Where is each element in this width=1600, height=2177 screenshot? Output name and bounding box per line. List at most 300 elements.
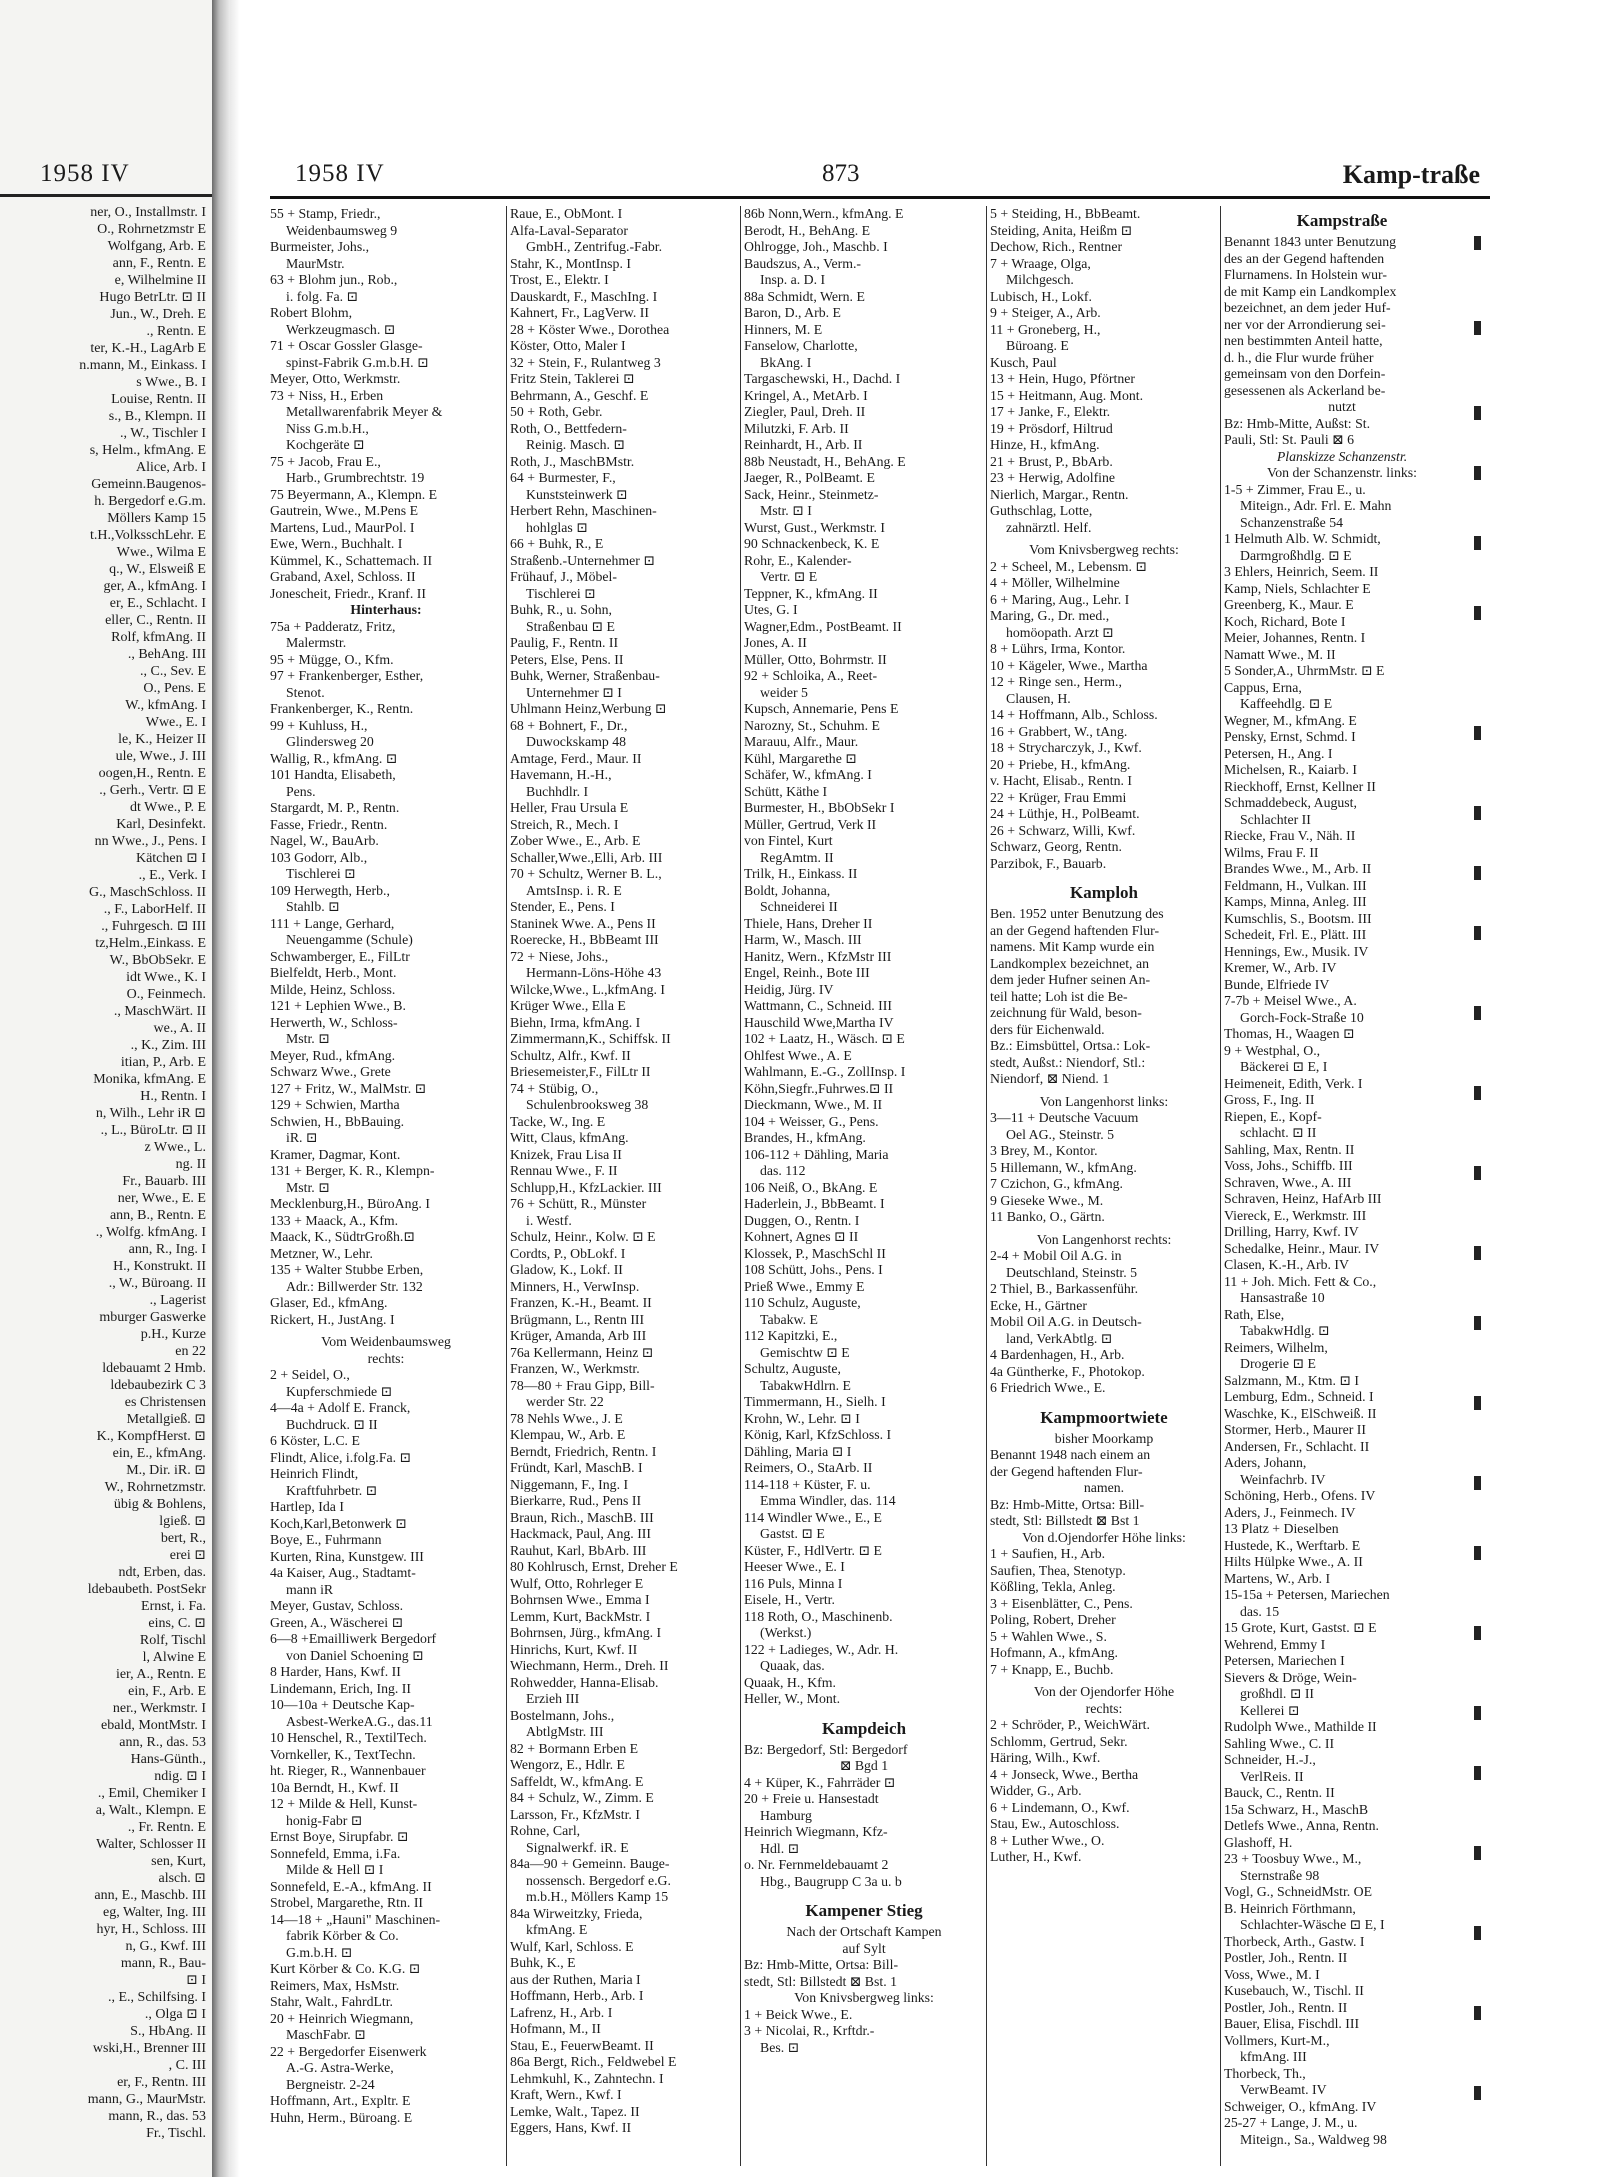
left-page-line: mann, R., Bau-: [120, 1956, 206, 1971]
directory-entry: Hackmack, Paul, Ang. III: [510, 1526, 651, 1541]
directory-entry: Pauli, Stl: St. Pauli ⊠ 6: [1224, 432, 1355, 447]
directory-entry: Wulf, Karl, Schloss. E: [510, 1938, 634, 1954]
directory-entry: v. Hacht, Elisab., Rentn. I: [990, 773, 1133, 788]
directory-entry: Stahr, K., MontInsp. I: [510, 255, 631, 271]
thumb-mark: [1474, 1766, 1481, 1780]
directory-entry: Meyer, Rud., kfmAng.: [270, 1047, 396, 1063]
directory-entry: 23 + Herwig, Adolfine: [990, 470, 1116, 485]
directory-entry-continuation: Schlachter II: [1240, 811, 1311, 827]
section-note: Vom Knivsbergweg rechts:: [1029, 542, 1179, 557]
directory-entry-continuation: kfmAng. E: [526, 1922, 588, 1937]
directory-entry: Rudolph Wwe., Mathilde II: [1224, 1719, 1377, 1734]
directory-entry: 135 + Walter Stubbe Erben,: [270, 1262, 424, 1277]
directory-entry-continuation: Bergneistr. 2-24: [286, 2076, 375, 2092]
left-page-header: 1958 IV: [40, 160, 130, 187]
thumb-mark: [1474, 1086, 1481, 1100]
directory-entry: Ben. 1952 unter Benutzung des: [990, 906, 1164, 921]
directory-entry: Lehmkuhl, K., Zahntechn. I: [510, 2070, 664, 2086]
directory-entry: 5 + Steiding, H., BbBeamt.: [990, 206, 1141, 221]
left-page-line: s, Helm., kfmAng. E: [89, 443, 206, 458]
directory-entry: Kringel, A., MetArb. I: [744, 387, 868, 403]
left-page-line: es Christensen: [124, 1395, 206, 1410]
directory-entry: Kümmel, K., Schattemach. II: [270, 552, 433, 568]
directory-entry: Stormer, Herb., Maurer II: [1224, 1422, 1366, 1437]
directory-entry: Kahnert, Fr., LagVerw. II: [510, 305, 649, 320]
left-page-line: lgieß. ⊡: [159, 1514, 206, 1529]
left-page-line: mann, G., MaurMstr.: [87, 2092, 206, 2107]
directory-entry: Heidig, Jürg. IV: [744, 981, 834, 997]
directory-entry: 109 Herwegth, Herb.,: [270, 882, 390, 898]
thumb-mark: [1474, 866, 1481, 880]
directory-entry: Braun, Rich., MaschB. III: [510, 1509, 654, 1525]
directory-entry: dem jeder Hufner seinen An-: [990, 972, 1151, 987]
directory-entry: Stau, E., FeuerwBeamt. II: [510, 2037, 654, 2053]
directory-entry: von Fintel, Kurt: [744, 833, 833, 848]
left-page-line: ein, E., kfmAng.: [112, 1446, 206, 1461]
directory-entry: Bz: Hmb-Mitte, Ortsa: Bill-: [990, 1496, 1145, 1512]
directory-entry: Rohwedder, Hanna-Elisab.: [510, 1674, 659, 1690]
directory-entry: 114-118 + Küster, F. u.: [744, 1476, 871, 1492]
directory-entry: Quaak, H., Kfm.: [744, 1674, 836, 1690]
directory-entry: 1 Helmuth Alb. W. Schmidt,: [1224, 531, 1381, 546]
thumb-mark: [1474, 321, 1481, 335]
directory-entry: Strobel, Margarethe, Rtn. II: [270, 1895, 424, 1910]
directory-entry: 3—11 + Deutsche Vacuum: [990, 1110, 1139, 1125]
left-page-line: ein, F., Arb. E: [128, 1684, 206, 1699]
directory-entry: Graband, Axel, Schloss. II: [270, 569, 416, 584]
directory-entry: Stender, E., Pens. I: [510, 899, 615, 914]
directory-entry: Voss, Wwe., M. I: [1224, 1966, 1320, 1982]
directory-entry-continuation: land, VerkAbtlg. ⊡: [1006, 1330, 1113, 1346]
directory-entry: Guthschlag, Lotte,: [990, 503, 1093, 518]
directory-entry: 64 + Burmester, F.,: [510, 470, 616, 485]
thumb-mark: [1474, 1546, 1481, 1560]
directory-entry: Andersen, Fr., Schlacht. II: [1224, 1438, 1370, 1454]
directory-entry: Fasse, Friedr., Rentn.: [270, 816, 388, 832]
directory-entry-continuation: Bäckerei ⊡ E, I: [1240, 1059, 1328, 1074]
directory-entry-continuation: Emma Windler, das. 114: [760, 1493, 896, 1508]
directory-entry: Bohrnsen Wwe., Emma I: [510, 1592, 650, 1607]
directory-entry: Duggen, O., Rentn. I: [744, 1212, 860, 1228]
page-header: [250, 160, 1480, 196]
left-page-line: mann, R., das. 53: [108, 2109, 206, 2124]
directory-entry-continuation: VerwBeamt. IV: [1240, 2082, 1327, 2097]
left-page-line: Alice, Arb. I: [136, 460, 206, 475]
directory-entry: Koch, Richard, Bote I: [1224, 613, 1346, 629]
directory-entry: Petersen, Mariechen I: [1224, 1653, 1345, 1668]
directory-entry: Harm, W., Masch. III: [744, 932, 862, 947]
directory-entry: Rohne, Carl,: [510, 1823, 581, 1838]
directory-entry: Schmaddebeck, August,: [1224, 795, 1357, 810]
directory-entry: 97 + Frankenberger, Esther,: [270, 668, 424, 683]
directory-entry: Hofmann, A., kfmAng.: [990, 1645, 1118, 1660]
directory-entry: Vogl, G., SchneidMstr. OE: [1224, 1884, 1373, 1899]
directory-entry-continuation: Clausen, H.: [1006, 690, 1071, 706]
directory-entry: Jaeger, R., PolBeamt. E: [744, 470, 875, 485]
thumb-mark: [1474, 1316, 1481, 1330]
directory-entry: Kraft, Wern., Kwf. I: [510, 2087, 622, 2102]
directory-entry: Heimeneit, Edith, Verk. I: [1224, 1075, 1363, 1091]
left-page-line: ., E., Verk. I: [138, 868, 206, 883]
directory-entry-continuation: MaschFabr. ⊡: [286, 2027, 366, 2042]
directory-entry-continuation: zahnärztl. Helf.: [1006, 519, 1092, 535]
directory-entry-continuation: Insp. a. D. I: [760, 272, 826, 287]
directory-entry: 133 + Maack, A., Kfm.: [270, 1212, 399, 1228]
directory-entry-continuation: Weinfachrb. IV: [1240, 1471, 1326, 1487]
left-page-line: W., kfmAng. I: [125, 698, 206, 713]
directory-entry: 63 + Blohm jun., Rob.,: [270, 272, 398, 287]
street-heading: Kampmoortwiete: [1040, 1407, 1168, 1427]
directory-entry: Bostelmann, Johs.,: [510, 1707, 615, 1723]
directory-entry: 18 + Strycharczyk, J., Kwf.: [990, 740, 1142, 755]
directory-entry: Wahlmann, E.-G., ZollInsp. I: [744, 1064, 906, 1079]
directory-entry: Wengorz, E., Hdlr. E: [510, 1757, 625, 1772]
directory-entry: Fritz Stein, Taklerei ⊡: [510, 371, 635, 386]
directory-entry: 10 + Kägeler, Wwe., Martha: [990, 657, 1148, 673]
directory-entry: 6 + Lindemann, O., Kwf.: [990, 1799, 1130, 1815]
directory-entry: Hustede, K., Werftarb. E: [1224, 1537, 1361, 1553]
left-page-line: wski,H., Brenner III: [92, 2041, 206, 2056]
directory-entry: 95 + Mügge, O., Kfm.: [270, 651, 394, 667]
directory-entry: o. Nr. Fernmeldebauamt 2: [744, 1857, 889, 1872]
directory-entry: 5 + Wahlen Wwe., S.: [990, 1628, 1107, 1644]
directory-entry: 84a Wirweitzky, Frieda,: [510, 1905, 643, 1921]
directory-entry: Eggers, Hans, Kwf. II: [510, 2120, 632, 2135]
directory-entry-continuation: Gastst. ⊡ E: [760, 1526, 825, 1541]
left-page-line: t.H.,VolksschLehr. E: [89, 528, 206, 543]
left-page-line: M., Dir. iR. ⊡: [126, 1463, 206, 1478]
directory-entry-continuation: Tischlerei ⊡: [526, 585, 596, 601]
directory-entry: Sievers & Dröge, Wein-: [1224, 1669, 1357, 1685]
directory-entry: 2 + Seidel, O.,: [270, 1367, 350, 1382]
directory-entry: 1 + Saufien, H., Arb.: [990, 1546, 1106, 1561]
directory-entry: Frankenberger, K., Rentn.: [270, 701, 414, 716]
left-page-line: Karl, Desinfekt.: [116, 817, 206, 832]
directory-entry: Cordts, P., ObLokf. I: [510, 1245, 626, 1261]
directory-entry: Schweiger, O., kfmAng. IV: [1224, 2098, 1377, 2114]
directory-entry: 86a Bergt, Rich., Feldwebel E: [510, 2054, 677, 2069]
directory-entry: Sonnefeld, Emma, i.Fa.: [270, 1845, 401, 1861]
thumb-mark: [1474, 1476, 1481, 1490]
directory-entry: 104 + Weisser, G., Pens.: [744, 1113, 879, 1129]
directory-entry: 84a—90 + Gemeinn. Bauge-: [510, 1856, 670, 1871]
directory-entry: Hauschild Wwe,Martha IV: [744, 1014, 894, 1030]
directory-entry: Metzner, W., Lehr.: [270, 1245, 373, 1261]
directory-entry: 121 + Lephien Wwe., B.: [270, 998, 406, 1013]
left-page-line: idt Wwe., K. I: [126, 970, 206, 985]
left-page-line: eins, C. ⊡: [148, 1616, 206, 1631]
left-page-line: H., Konstrukt. II: [113, 1259, 206, 1274]
directory-entry: Boye, E., Fuhrmann: [270, 1532, 382, 1547]
left-page-line: ., BehAng. III: [127, 647, 206, 662]
directory-entry: Ohlfest Wwe., A. E: [744, 1047, 852, 1063]
left-page-line: h. Bergedorf e.G.m.: [94, 494, 206, 509]
directory-entry: Schaller,Wwe.,Elli, Arb. III: [510, 849, 663, 865]
left-page-line: ann, B., Rentn. E: [109, 1208, 206, 1223]
directory-entry-continuation: homöopath. Arzt ⊡: [1006, 624, 1114, 640]
directory-entry: Wallig, R., kfmAng. ⊡: [270, 750, 398, 766]
left-page-line: ndig. ⊡ I: [154, 1769, 206, 1784]
directory-entry: Aders, J., Feinmech. IV: [1224, 1504, 1356, 1520]
directory-entry-continuation: Signalwerkf. iR. E: [526, 1839, 629, 1855]
left-page-line: s Wwe., B. I: [136, 375, 206, 390]
directory-entry: 7 Czichon, G., kfmAng.: [990, 1176, 1123, 1191]
directory-entry-continuation: Erzieh III: [526, 1691, 580, 1706]
directory-entry: Sonnefeld, E.-A., kfmAng. II: [270, 1878, 432, 1894]
directory-entry: Fanselow, Charlotte,: [744, 338, 858, 353]
directory-entry-continuation: Kraftfuhrbetr. ⊡: [286, 1482, 378, 1498]
directory-entry: Maack, K., SüdtrGroßh.⊡: [270, 1229, 415, 1244]
directory-entry: Nierlich, Margar., Rentn.: [990, 486, 1129, 502]
street-heading: Kampstraße: [1296, 211, 1388, 230]
directory-entry: Amtage, Ferd., Maur. II: [510, 750, 642, 766]
directory-entry: Knizek, Frau Lisa II: [510, 1146, 622, 1162]
directory-entry: Herbert Rehn, Maschinen-: [510, 503, 657, 518]
directory-entry: 2-4 + Mobil Oil A.G. in: [990, 1248, 1122, 1263]
directory-entry: Clasen, K.-H., Arb. IV: [1224, 1257, 1349, 1272]
left-page-line: erei ⊡: [169, 1548, 206, 1563]
directory-entry-continuation: Tischlerei ⊡: [286, 866, 356, 881]
directory-entry-continuation: von Daniel Schoening ⊡: [286, 1647, 424, 1663]
directory-entry-continuation: Hdl. ⊡: [760, 1840, 800, 1856]
left-page-line: ., C., Sev. E: [140, 664, 206, 679]
directory-entry: zeichnung für Wald, beson-: [990, 1005, 1142, 1020]
directory-entry: Schedalke, Heinr., Maur. IV: [1224, 1240, 1380, 1256]
directory-entry: Köster, Otto, Maler I: [510, 338, 626, 353]
left-page-line: ., W., Tischler I: [120, 426, 206, 441]
directory-entry: Landkomplex bezeichnet, an: [990, 955, 1149, 971]
directory-entry-continuation: fabrik Körber & Co.: [286, 1928, 399, 1943]
directory-entry: Müller, Gertrud, Verk II: [744, 816, 877, 832]
directory-entry: Milde, Heinz, Schloss.: [270, 981, 396, 997]
directory-entry: Schedeit, Frl. E., Plätt. III: [1224, 927, 1367, 942]
directory-entry: nen bestimmten Anteil hatte,: [1224, 333, 1383, 348]
directory-entry-continuation: Glindersweg 20: [286, 734, 374, 749]
directory-entry: Meier, Johannes, Rentn. I: [1224, 630, 1366, 645]
directory-entry: 19 + Prösdorf, Hiltrud: [990, 420, 1113, 436]
left-page-line: S., HbAng. II: [130, 2024, 206, 2039]
directory-entry: 26 + Schwarz, Willi, Kwf.: [990, 822, 1136, 838]
directory-entry: ner vor der Arrondierung sei-: [1224, 316, 1386, 332]
directory-entry: Sahling, Max, Rentn. II: [1224, 1141, 1355, 1157]
directory-entry: 8 + Lührs, Irma, Kontor.: [990, 641, 1126, 656]
directory-entry-continuation: Deutschland, Steinstr. 5: [1006, 1264, 1138, 1280]
left-page-line: ldebaubeth. PostSekr: [87, 1582, 206, 1597]
directory-entry: Huhn, Herm., Büroang. E: [270, 2109, 413, 2125]
directory-entry: Buhk, R., u. Sohn,: [510, 602, 612, 617]
directory-entry-continuation: Mstr. ⊡: [286, 1031, 330, 1046]
book-gutter-shadow: [230, 0, 240, 2177]
left-page-line: ., E., Schilfsing. I: [108, 1990, 206, 2005]
directory-entry-continuation: Oel AG., Steinstr. 5: [1006, 1126, 1115, 1142]
directory-entry-continuation: GmbH., Zentrifug.-Fabr.: [526, 239, 663, 254]
directory-entry: Lindemann, Erich, Ing. II: [270, 1680, 411, 1696]
directory-entry: Dechow, Rich., Rentner: [990, 239, 1123, 254]
directory-entry: ders für Eichenwald.: [990, 1021, 1105, 1037]
directory-entry: Schöning, Herb., Ofens. IV: [1224, 1488, 1376, 1503]
directory-entry: Rauhut, Karl, BbArb. III: [510, 1542, 647, 1558]
directory-entry: Luther, H., Kwf.: [990, 1849, 1082, 1864]
left-page-line: ner., Werkmstr. I: [112, 1701, 206, 1716]
left-page-line: Rolf, Tischl: [139, 1633, 206, 1648]
directory-entry-continuation: AmtsInsp. i. R. E: [526, 882, 622, 898]
directory-entry: Kohnert, Agnes ⊡ II: [744, 1229, 859, 1244]
directory-entry: 111 + Lange, Gerhard,: [270, 915, 395, 931]
directory-entry-continuation: Reinig. Masch. ⊡: [526, 437, 625, 452]
directory-entry: Burmeister, Johs.,: [270, 239, 370, 254]
directory-entry-continuation: Asbest-WerkeA.G., das.11: [286, 1713, 433, 1729]
column-separator: [506, 206, 507, 2166]
directory-entry-continuation: kfmAng. III: [1240, 2049, 1307, 2064]
directory-entry: Timmermann, H., Sielh. I: [744, 1394, 886, 1409]
left-page-line: Kätchen ⊡ I: [135, 851, 206, 866]
directory-entry: Schulz, Heinr., Kolw. ⊡ E: [510, 1229, 656, 1244]
left-page-line: Monika, kfmAng. E: [93, 1072, 206, 1087]
directory-entry-continuation: Darmgroßhdlg. ⊡ E: [1240, 547, 1352, 563]
directory-entry: Hinners, M. E: [744, 321, 823, 337]
directory-entry-continuation: Schulenbrooksweg 38: [526, 1097, 649, 1112]
left-page-line: Walter, Schlosser II: [96, 1837, 206, 1852]
directory-entry: Heinrich Wiegmann, Kfz-: [744, 1824, 888, 1839]
directory-entry: Brandes Wwe., M., Arb. II: [1224, 861, 1372, 876]
directory-entry-continuation: Kupferschmiede ⊡: [286, 1383, 393, 1399]
directory-entry: 4 + Küper, K., Fahrräder ⊡: [744, 1774, 896, 1790]
directory-entry: Robert Blohm,: [270, 305, 353, 320]
left-page-line: en 22: [175, 1344, 206, 1359]
directory-entry: Petersen, H., Ang. I: [1224, 745, 1333, 761]
directory-entry: Wilcke,Wwe., L.,kfmAng. I: [510, 981, 665, 997]
thumb-mark: [1474, 406, 1481, 420]
page-year-label: 1958 IV: [295, 160, 385, 187]
directory-entry: Häring, Wilh., Kwf.: [990, 1750, 1101, 1765]
directory-entry: Glashoff, H.: [1224, 1834, 1293, 1850]
directory-entry-continuation: hohlglas ⊡: [526, 519, 588, 535]
directory-entry: Glaser, Ed., kfmAng.: [270, 1295, 388, 1310]
section-note: Nach der Ortschaft Kampen: [786, 1924, 942, 1939]
left-page-line: ., Lagerist: [149, 1293, 206, 1308]
directory-entry: Marauu, Alfr., Maur.: [744, 734, 859, 749]
directory-entry-continuation: Büroang. E: [1006, 338, 1069, 353]
header-rule: [270, 196, 1490, 199]
directory-entry-continuation: Stenot.: [286, 684, 325, 700]
directory-entry-continuation: Miteign., Adr. Frl. E. Mahn: [1240, 498, 1392, 513]
directory-entry: Roerecke, H., BbBeamt III: [510, 932, 659, 947]
directory-entry: 78 Nehls Wwe., J. E: [510, 1410, 623, 1426]
directory-entry: 73 + Niss, H., Erben: [270, 387, 384, 403]
directory-entry: 88a Schmidt, Wern. E: [744, 288, 865, 304]
left-page-line: ., Olga ⊡ I: [144, 2007, 206, 2022]
directory-entry: 101 Handta, Elisabeth,: [270, 767, 396, 782]
left-page-line: nn Wwe., J., Pens. I: [94, 834, 206, 849]
directory-entry: Zober Wwe., E., Arb. E: [510, 833, 641, 848]
left-page-line: Möllers Kamp 15: [107, 511, 206, 526]
directory-entry: 6—8 +Emailliwerk Bergedorf: [270, 1631, 437, 1646]
directory-entry-continuation: Hbg., Baugrupp C 3a u. b: [760, 1873, 902, 1889]
directory-entry: Briesemeister,F., FilLtr II: [510, 1064, 651, 1079]
directory-entry: Schraven, Heinz, HafArb III: [1224, 1191, 1382, 1206]
left-page-line: Wwe., E. I: [145, 715, 206, 730]
directory-entry: 25-27 + Lange, J. M., u.: [1224, 2115, 1358, 2130]
directory-entry-continuation: AbtlgMstr. III: [526, 1724, 604, 1739]
directory-entry: Sack, Heinr., Steinmetz-: [744, 486, 879, 502]
left-page-line: Wolfgang, Arb. E: [107, 239, 206, 254]
directory-entry: 86b Nonn,Wern., kfmAng. E: [744, 206, 904, 221]
directory-entry: 12 + Ringe sen., Herm.,: [990, 674, 1122, 689]
directory-entry: Sahling Wwe., C. II: [1224, 1735, 1335, 1751]
thumb-mark: [1474, 726, 1481, 740]
directory-entry: 16 + Grabbert, W., tAng.: [990, 723, 1128, 739]
directory-entry: Mobil Oil A.G. in Deutsch-: [990, 1314, 1142, 1329]
directory-entry: Wagner,Edm., PostBeamt. II: [744, 618, 902, 634]
directory-entry: Bierkarre, Rud., Pens II: [510, 1493, 642, 1508]
directory-entry: Tacke, W., Ing. E: [510, 1113, 606, 1129]
section-note: Hinterhaus:: [350, 602, 422, 617]
directory-entry: Stau, Ew., Autoschloss.: [990, 1816, 1120, 1831]
directory-entry: 103 Godorr, Alb.,: [270, 849, 368, 865]
directory-entry: Hoffmann, Art., Expltr. E: [270, 2093, 411, 2108]
left-page-line: ebald, MontMstr. I: [101, 1718, 206, 1733]
directory-entry: 75 + Jacob, Frau E.,: [270, 453, 381, 469]
left-page-line: Gemeinn.Baugenos-: [91, 477, 206, 492]
directory-entry-continuation: Mstr. ⊡: [286, 1179, 330, 1195]
directory-entry: Bauck, C., Rentn. II: [1224, 1785, 1335, 1800]
directory-entry: 74 + Stübig, O.,: [510, 1080, 599, 1096]
left-page-line: s., B., Klempn. II: [108, 409, 206, 424]
directory-entry: Viereck, E., Werkmstr. III: [1224, 1207, 1367, 1223]
directory-entry: Dauskardt, F., MaschIng. I: [510, 288, 658, 304]
directory-entry-continuation: i. Westf.: [526, 1212, 572, 1228]
directory-entry: Wiechmann, Herm., Dreh. II: [510, 1658, 669, 1673]
left-page-line: Jun., W., Dreh. E: [110, 307, 206, 322]
directory-entry: 80 Kohlrusch, Ernst, Dreher E: [510, 1559, 678, 1574]
directory-entry-continuation: honig-Fabr ⊡: [286, 1812, 363, 1828]
thumb-mark: [1474, 1926, 1481, 1940]
directory-entry: Ernst Boye, Sirupfabr. ⊡: [270, 1829, 409, 1844]
directory-entry: stedt, Außst.: Niendorf, Stl.:: [990, 1054, 1146, 1070]
directory-entry: Trilk, H., Einkass. II: [744, 866, 858, 881]
directory-entry: 10a Berndt, H., Kwf. II: [270, 1779, 399, 1795]
directory-entry: 20 + Priebe, H., kfmAng.: [990, 756, 1131, 772]
directory-entry: Rieckhoff, Ernst, Kellner II: [1224, 778, 1376, 794]
directory-entry-continuation: Pens.: [286, 783, 316, 799]
directory-entry-continuation: Quaak, das.: [760, 1658, 825, 1673]
directory-entry: Stargardt, M. P., Rentn.: [270, 800, 400, 815]
directory-entry: d. h., die Flur wurde früher: [1224, 349, 1374, 365]
left-page-line: ., Fuhrgesch. ⊡ III: [101, 919, 206, 934]
directory-entry: 55 + Stamp, Friedr.,: [270, 206, 381, 221]
directory-entry: 108 Schütt, Johs., Pens. I: [744, 1262, 883, 1277]
directory-entry: Riecke, Frau V., Näh. II: [1224, 828, 1356, 843]
directory-entry: Gladow, K., Lokf. II: [510, 1262, 623, 1277]
directory-entry: Rohr, E., Kalender-: [744, 552, 852, 568]
directory-entry: Michelsen, R., Kaiarb. I: [1224, 762, 1357, 777]
directory-entry: Hilts Hülpke Wwe., A. II: [1224, 1554, 1363, 1569]
directory-entry-continuation: G.m.b.H. ⊡: [286, 1944, 353, 1960]
section-note: Von der Ojendorfer Höhe: [1033, 1684, 1175, 1699]
directory-entry: Alfa-Laval-Separator: [510, 222, 628, 238]
section-note: Von d.Ojendorfer Höhe links:: [1022, 1529, 1186, 1545]
thumb-mark: [1474, 2086, 1481, 2100]
directory-entry: Saffeldt, W., kfmAng. E: [510, 1773, 644, 1789]
directory-entry: Targaschewski, H., Dachd. I: [744, 371, 901, 386]
left-page-line: ., Fr. Rentn. E: [127, 1820, 206, 1835]
directory-entry: Streich, R., Mech. I: [510, 816, 619, 832]
section-note: rechts:: [367, 1350, 405, 1366]
directory-entry: Steiding, Anita, Heißm ⊡: [990, 222, 1133, 238]
directory-entry-continuation: Unternehmer ⊡ I: [526, 684, 622, 700]
directory-entry: Maring, G., Dr. med.,: [990, 608, 1110, 623]
thumb-mark: [1474, 606, 1481, 620]
